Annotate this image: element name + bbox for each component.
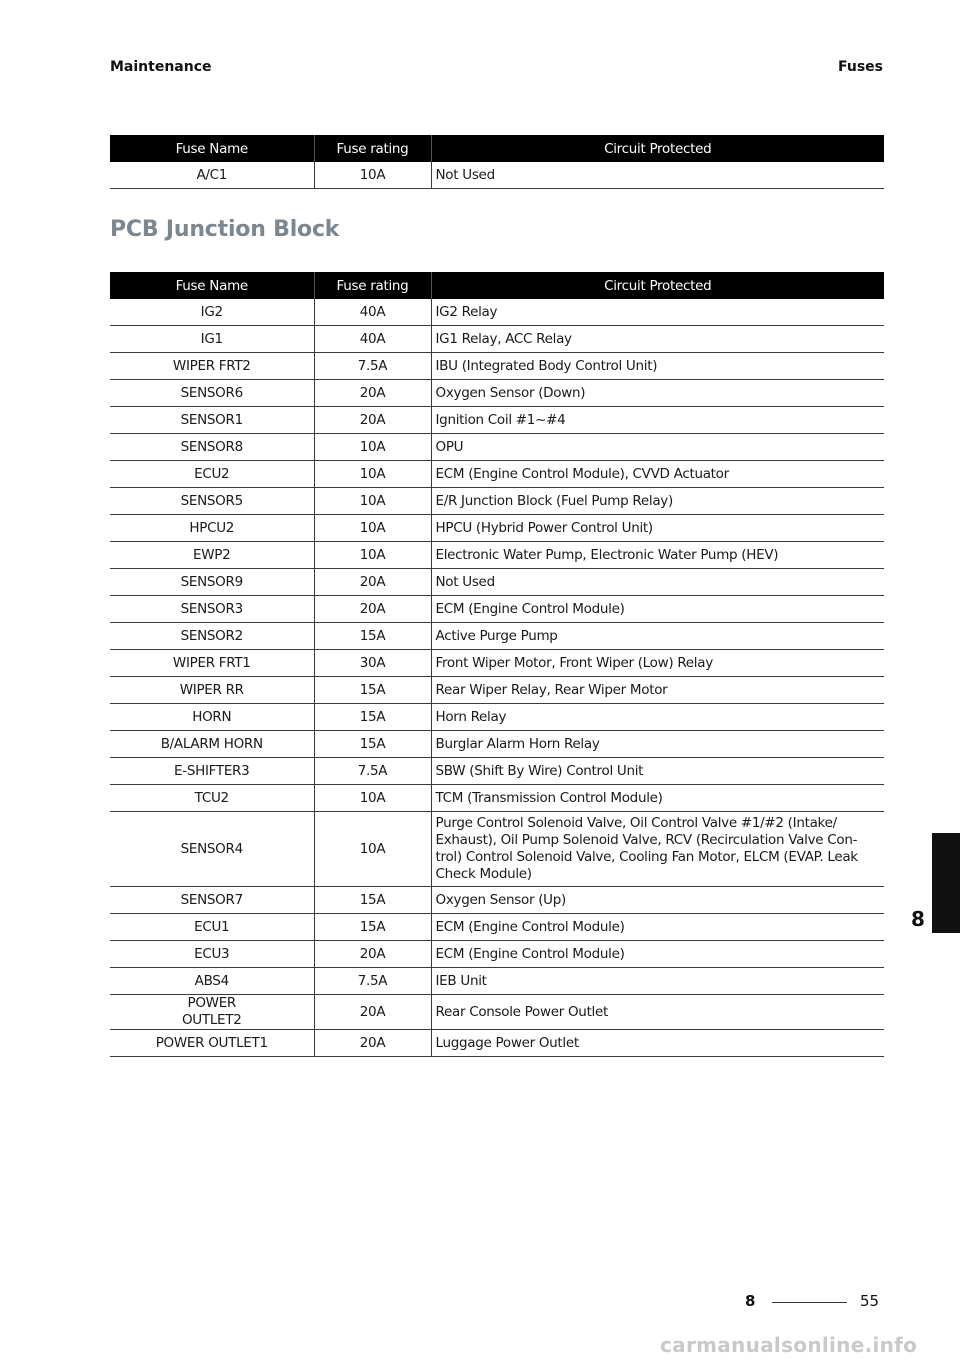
table-row — [110, 758, 884, 785]
table-header-row — [110, 135, 884, 162]
circuit-protected-cell: SBW (Shift By Wire) Control Unit — [431, 758, 884, 785]
chapter-tab — [932, 833, 960, 933]
fuse-rating-cell: 20A — [314, 941, 431, 968]
fuse-name-cell: ECU2 — [110, 461, 314, 488]
fuse-rating-cell: 10A — [314, 785, 431, 812]
circuit-protected-cell: IG2 Relay — [431, 299, 884, 326]
table-row — [110, 914, 884, 941]
fuse-name-cell: SENSOR6 — [110, 380, 314, 407]
table-row — [110, 704, 884, 731]
fuse-name-cell: SENSOR2 — [110, 623, 314, 650]
table-row — [110, 515, 884, 542]
circuit-protected-cell: Purge Control Solenoid Valve, Oil Control Valve #1/#2 (Intake/ Exhaust), Oil Pump Solenoid Valve, RCV (Recirculation Valve Con- trol) Control Solenoid Valve, Cooling Fan Motor, ELCM (EVAP. Leak Check Module) — [431, 812, 884, 887]
fuse-name-cell: SENSOR7 — [110, 887, 314, 914]
fuse-rating-cell: 10A — [314, 162, 431, 189]
fuse-rating-cell: 20A — [314, 995, 431, 1030]
column-header-fuse-name: Fuse Name — [110, 272, 314, 299]
circuit-protected-cell: Luggage Power Outlet — [431, 1030, 884, 1057]
fuse-rating-cell: 20A — [314, 407, 431, 434]
fuse-name-cell: B/ALARM HORN — [110, 731, 314, 758]
table-row — [110, 941, 884, 968]
table-row — [110, 461, 884, 488]
circuit-protected-cell: Not Used — [431, 162, 884, 189]
fuse-rating-cell: 7.5A — [314, 353, 431, 380]
fuse-name-cell: WIPER RR — [110, 677, 314, 704]
table-row — [110, 162, 884, 189]
table-row — [110, 650, 884, 677]
fuse-rating-cell: 10A — [314, 542, 431, 569]
circuit-protected-cell: Not Used — [431, 569, 884, 596]
fuse-name-cell: ECU1 — [110, 914, 314, 941]
circuit-protected-cell: Front Wiper Motor, Front Wiper (Low) Relay — [431, 650, 884, 677]
fuse-rating-cell: 20A — [314, 380, 431, 407]
table-row — [110, 569, 884, 596]
fuse-rating-cell: 40A — [314, 299, 431, 326]
fuse-name-cell: EWP2 — [110, 542, 314, 569]
fuse-name-cell: SENSOR1 — [110, 407, 314, 434]
fuse-rating-cell: 40A — [314, 326, 431, 353]
table-row — [110, 299, 884, 326]
running-header-topic: Fuses — [838, 59, 883, 75]
fuse-name-cell: POWER OUTLET2 — [110, 995, 314, 1030]
fuse-rating-cell: 10A — [314, 488, 431, 515]
fuse-rating-cell: 20A — [314, 596, 431, 623]
table-row — [110, 542, 884, 569]
table-row — [110, 623, 884, 650]
column-header-fuse-rating: Fuse rating — [314, 135, 431, 162]
circuit-protected-cell: OPU — [431, 434, 884, 461]
circuit-protected-cell: Oxygen Sensor (Up) — [431, 887, 884, 914]
pcb-junction-block-table — [110, 272, 884, 1057]
circuit-protected-cell: Active Purge Pump — [431, 623, 884, 650]
fuse-name-cell: SENSOR5 — [110, 488, 314, 515]
fuse-name-cell: WIPER FRT1 — [110, 650, 314, 677]
fuse-rating-cell: 20A — [314, 569, 431, 596]
circuit-protected-cell: Oxygen Sensor (Down) — [431, 380, 884, 407]
table-row — [110, 380, 884, 407]
table-row — [110, 488, 884, 515]
fuse-name-cell: SENSOR4 — [110, 812, 314, 887]
table-row — [110, 995, 884, 1030]
footer-chapter-number: 8 — [745, 1292, 756, 1310]
table-row — [110, 326, 884, 353]
table-row — [110, 812, 884, 887]
fuse-name-cell: SENSOR9 — [110, 569, 314, 596]
fuse-name-cell: A/C1 — [110, 162, 314, 189]
fuse-name-cell: WIPER FRT2 — [110, 353, 314, 380]
fuse-rating-cell: 15A — [314, 623, 431, 650]
fuse-name-cell: E-SHIFTER3 — [110, 758, 314, 785]
fuse-name-cell: IG1 — [110, 326, 314, 353]
circuit-protected-cell: Burglar Alarm Horn Relay — [431, 731, 884, 758]
circuit-protected-cell: IBU (Integrated Body Control Unit) — [431, 353, 884, 380]
fuse-name-cell: ECU3 — [110, 941, 314, 968]
circuit-protected-cell: IEB Unit — [431, 968, 884, 995]
fuse-rating-cell: 20A — [314, 1030, 431, 1057]
fuse-rating-cell: 10A — [314, 515, 431, 542]
table-row — [110, 353, 884, 380]
circuit-protected-cell: ECM (Engine Control Module) — [431, 941, 884, 968]
fuse-name-cell: POWER OUTLET1 — [110, 1030, 314, 1057]
fuse-rating-cell: 15A — [314, 914, 431, 941]
footer-divider — [772, 1302, 847, 1303]
circuit-protected-cell: Horn Relay — [431, 704, 884, 731]
fuse-rating-cell: 10A — [314, 434, 431, 461]
table-row — [110, 785, 884, 812]
fuse-rating-cell: 10A — [314, 812, 431, 887]
chapter-tab-number: 8 — [911, 907, 925, 931]
watermark: carmanualsonline.info — [660, 1333, 918, 1357]
table-row — [110, 968, 884, 995]
fuse-name-cell: SENSOR3 — [110, 596, 314, 623]
fuse-rating-cell: 15A — [314, 887, 431, 914]
column-header-fuse-name: Fuse Name — [110, 135, 314, 162]
circuit-protected-cell: TCM (Transmission Control Module) — [431, 785, 884, 812]
circuit-protected-cell: IG1 Relay, ACC Relay — [431, 326, 884, 353]
table-row — [110, 596, 884, 623]
table-row — [110, 887, 884, 914]
fuse-name-cell: SENSOR8 — [110, 434, 314, 461]
table-row — [110, 731, 884, 758]
table-row — [110, 677, 884, 704]
fuse-name-cell: HORN — [110, 704, 314, 731]
circuit-protected-cell: ECM (Engine Control Module) — [431, 596, 884, 623]
fuse-name-cell: IG2 — [110, 299, 314, 326]
column-header-circuit-protected: Circuit Protected — [431, 135, 884, 162]
fuse-rating-cell: 30A — [314, 650, 431, 677]
footer-page-number: 55 — [860, 1292, 880, 1310]
fuse-rating-cell: 10A — [314, 461, 431, 488]
fuse-name-cell: HPCU2 — [110, 515, 314, 542]
running-header-section: Maintenance — [110, 59, 212, 75]
fuse-rating-cell: 15A — [314, 731, 431, 758]
fuse-rating-cell: 15A — [314, 704, 431, 731]
circuit-protected-cell: E/R Junction Block (Fuel Pump Relay) — [431, 488, 884, 515]
fuse-name-cell: ABS4 — [110, 968, 314, 995]
circuit-protected-cell: HPCU (Hybrid Power Control Unit) — [431, 515, 884, 542]
fuse-rating-cell: 7.5A — [314, 968, 431, 995]
table-row — [110, 434, 884, 461]
table-row — [110, 407, 884, 434]
circuit-protected-cell: Ignition Coil #1~#4 — [431, 407, 884, 434]
fuse-name-cell: TCU2 — [110, 785, 314, 812]
column-header-fuse-rating: Fuse rating — [314, 272, 431, 299]
table-row — [110, 1030, 884, 1057]
table-header-row — [110, 272, 884, 299]
circuit-protected-cell: ECM (Engine Control Module), CVVD Actuator — [431, 461, 884, 488]
column-header-circuit-protected: Circuit Protected — [431, 272, 884, 299]
circuit-protected-cell: ECM (Engine Control Module) — [431, 914, 884, 941]
section-title: PCB Junction Block — [110, 217, 340, 242]
fuse-rating-cell: 15A — [314, 677, 431, 704]
fuse-rating-cell: 7.5A — [314, 758, 431, 785]
circuit-protected-cell: Electronic Water Pump, Electronic Water Pump (HEV) — [431, 542, 884, 569]
circuit-protected-cell: Rear Console Power Outlet — [431, 995, 884, 1030]
circuit-protected-cell: Rear Wiper Relay, Rear Wiper Motor — [431, 677, 884, 704]
fuse-table-continued — [110, 135, 884, 189]
